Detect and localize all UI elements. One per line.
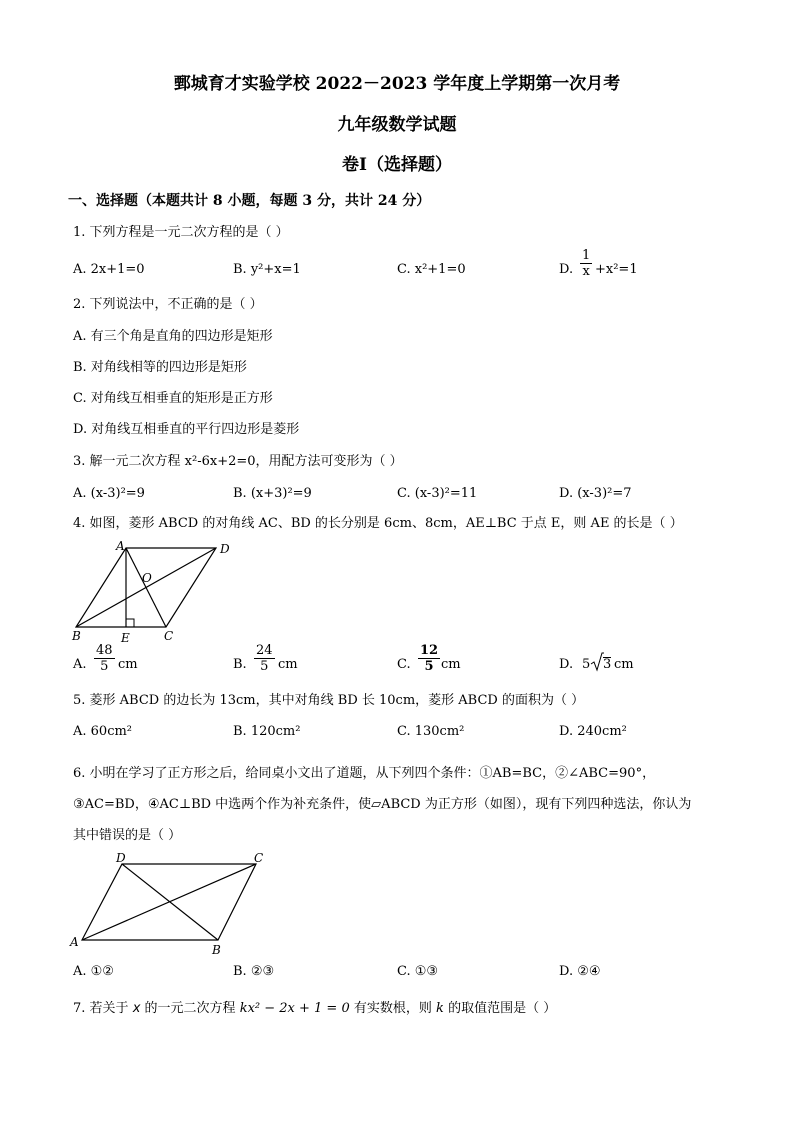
section-heading: 一、选择题（本题共计 8 小题，每题 3 分，共计 24 分）: [68, 193, 431, 209]
q1-d-numerator: 1: [582, 248, 591, 263]
q4-a-denominator: 5: [100, 659, 109, 674]
q4-b-numerator: 24: [256, 643, 273, 658]
q2-option-a: A. 有三个角是直角的四边形是矩形: [73, 329, 273, 344]
q3-stem: 3. 解一元二次方程 x²-6x+2=0，用配方法可变形为（ ）: [73, 454, 403, 469]
q6-option-a: A. ①②: [73, 964, 114, 979]
label-d: D: [116, 851, 126, 865]
q4-d-coefficient: 5: [582, 657, 591, 672]
q7-var-x: x: [132, 1001, 141, 1016]
exam-title: 鄄城育才实验学校 2022－2023 学年度上学期第一次月考: [173, 74, 621, 94]
q4-a-numerator: 48: [96, 643, 113, 658]
label-c: C: [164, 629, 174, 643]
q1-option-b: B. y²+x=1: [233, 262, 301, 277]
q4-b-denominator: 5: [260, 659, 269, 674]
q3-option-b: B. (x+3)²=9: [233, 486, 312, 501]
q2-option-d: D. 对角线互相垂直的平行四边形是菱形: [73, 422, 300, 437]
q1-option-c: C. x²+1=0: [397, 262, 466, 277]
q4-rhombus-figure: [70, 538, 235, 648]
q4-b-unit: cm: [278, 657, 298, 672]
q5-option-c: C. 130cm²: [397, 724, 465, 739]
q1-option-a: A. 2x+1=0: [73, 262, 145, 277]
q4-a-fraction: [94, 643, 115, 674]
q6-line-2: ③AC=BD，④AC⊥BD 中选两个作为补充条件，使▱ABCD 为正方形（如图），现有下列四种选法，你认为: [73, 797, 692, 812]
q4-d-radicand: 3: [603, 657, 612, 672]
q1-option-d-suffix: +x²=1: [595, 262, 638, 277]
q6-line-1: 6. 小明在学习了正方形之后，给同桌小文出了道题，从下列四个条件：①AB=BC，②∠ABC=90°，: [73, 766, 656, 781]
label-a: A: [116, 539, 125, 553]
label-d: D: [220, 542, 230, 556]
q4-b-fraction: [254, 643, 275, 674]
diagonal-ac: [82, 864, 256, 940]
q4-c-fraction: [418, 643, 440, 674]
q4-a-prefix: A.: [73, 657, 87, 672]
q3-option-c: C. (x-3)²=11: [397, 486, 478, 501]
q1-option-d-fraction: [580, 248, 592, 279]
radical-sign-icon: [590, 652, 604, 672]
q7-suffix: 的取值范围是（ ）: [448, 1001, 557, 1016]
q4-b-prefix: B.: [233, 657, 247, 672]
right-angle-mark: [126, 619, 134, 627]
q3-option-a: A. (x-3)²=9: [73, 486, 145, 501]
q7-equation: kx² − 2x + 1 = 0: [239, 1001, 350, 1016]
q7-prefix: 7. 若关于: [73, 1001, 129, 1016]
q7-var-k: k: [436, 1001, 444, 1016]
q1-stem: 1. 下列方程是一元二次方程的是（ ）: [73, 225, 289, 240]
q6-option-d: D. ②④: [559, 964, 601, 979]
q2-option-c: C. 对角线互相垂直的矩形是正方形: [73, 391, 273, 406]
label-b: B: [72, 629, 81, 643]
q6-parallelogram-figure: [66, 850, 276, 958]
q4-c-unit: cm: [441, 657, 461, 672]
q6-option-c: C. ①③: [397, 964, 439, 979]
q4-a-unit: cm: [118, 657, 138, 672]
label-o: O: [142, 571, 152, 585]
q5-option-b: B. 120cm²: [233, 724, 301, 739]
q7-mid2: 有实数根，则: [353, 1001, 432, 1016]
q4-c-numerator: 12: [420, 643, 439, 658]
q2-option-b: B. 对角线相等的四边形是矩形: [73, 360, 247, 375]
q7-mid: 的一元二次方程: [144, 1001, 236, 1016]
label-a: A: [70, 935, 79, 949]
q1-option-d-prefix: D.: [559, 262, 574, 277]
q5-option-a: A. 60cm²: [73, 724, 133, 739]
label-b: B: [212, 943, 221, 957]
diagonal-bd: [76, 548, 216, 627]
q6-option-b: B. ②③: [233, 964, 275, 979]
q7-stem: [73, 1001, 556, 1017]
q2-stem: 2. 下列说法中，不正确的是（ ）: [73, 297, 263, 312]
paper-volume-title: 卷Ⅰ（选择题）: [342, 155, 452, 175]
q1-d-denominator: x: [582, 264, 590, 279]
q5-option-d: D. 240cm²: [559, 724, 627, 739]
q3-option-d: D. (x-3)²=7: [559, 486, 632, 501]
label-e: E: [121, 631, 130, 645]
q4-c-denominator: 5: [424, 659, 434, 674]
q4-d-unit: cm: [614, 657, 634, 672]
q4-stem: 4. 如图，菱形 ABCD 的对角线 AC、BD 的长分别是 6cm、8cm，AE⊥BC 于点 E，则 AE 的长是（ ）: [73, 516, 683, 531]
q4-c-prefix: C.: [397, 657, 411, 672]
diagonal-bd: [122, 864, 218, 940]
q5-stem: 5. 菱形 ABCD 的边长为 13cm，其中对角线 BD 长 10cm，菱形 ABCD 的面积为（ ）: [73, 693, 585, 708]
exam-subtitle: 九年级数学试题: [337, 115, 457, 135]
q4-d-prefix: D.: [559, 657, 574, 672]
label-c: C: [254, 851, 264, 865]
q6-line-3: 其中错误的是（ ）: [73, 828, 182, 843]
